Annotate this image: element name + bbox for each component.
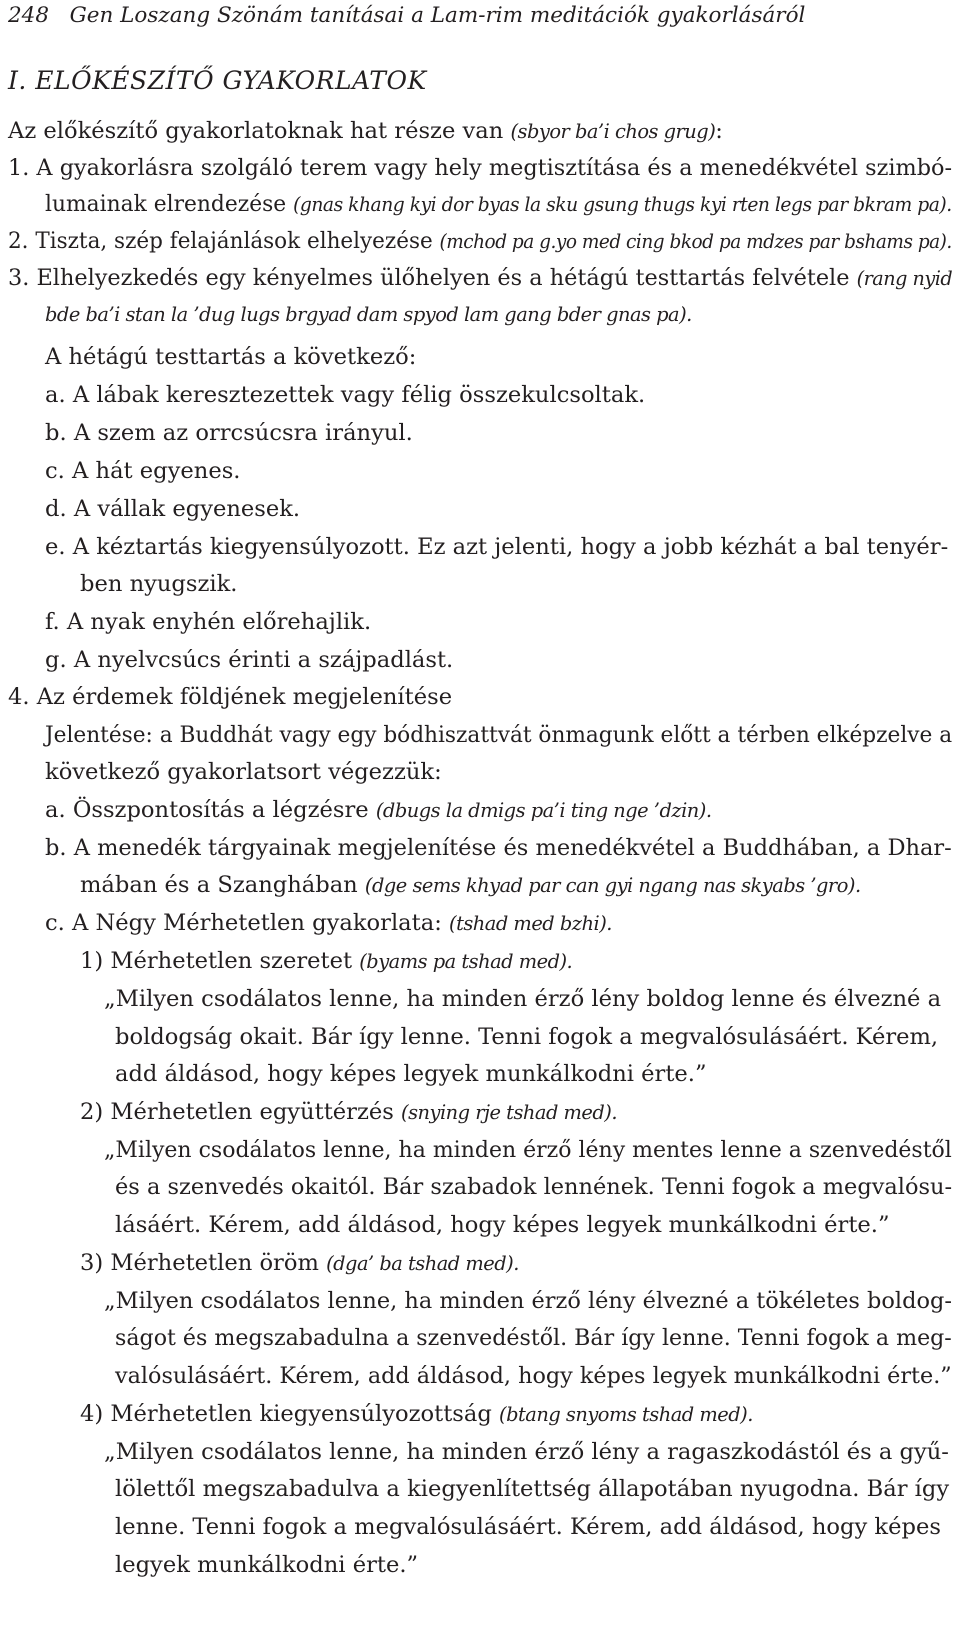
posture-a: a. A lábak keresztezettek vagy félig összekulcsoltak. (45, 382, 646, 408)
running-header (8, 1, 805, 31)
immeasurable-1-quote-line-1: „Milyen csodálatos lenne, ha minden érző lény boldog lenne és élvezné a (104, 986, 942, 1012)
immeasurable-3-quote-line-1: „Milyen csodálatos lenne, ha minden érző lény élvezné a tökéletes boldog- (104, 1288, 952, 1314)
immeasurable-4-title: 4) Mérhetetlen kiegyensúlyozottság (btang snyoms tshad med). (80, 1401, 753, 1427)
posture-c: c. A hát egyenes. (45, 458, 241, 484)
item-1-line-2: lumainak elrendezése (gnas khang kyi dor byas la sku gsung thugs kyi rten legs par bkram pa). (45, 191, 952, 217)
item-4-c: c. A Négy Mérhetetlen gyakorlata: (tshad med bzhi). (45, 910, 612, 936)
immeasurable-3-quote-line-2: ságot és megszabadulna a szenvedéstől. Bár így lenne. Tenni fogok a meg- (115, 1325, 952, 1351)
posture-d: d. A vállak egyenesek. (45, 496, 301, 522)
item-3-tibetan-cont: bde ba’i stan la ’dug lugs brgyad dam spyod lam gang bder gnas pa). (45, 303, 692, 326)
posture-f: f. A nyak enyhén előrehajlik. (45, 609, 372, 635)
immeasurable-1-title: 1) Mérhetetlen szeretet (byams pa tshad med). (80, 948, 573, 974)
posture-e-line-2: ben nyugszik. (80, 571, 238, 597)
intro-tibetan: (sbyor ba’i chos grug) (510, 120, 716, 143)
posture-intro: A hétágú testtartás a következő: (45, 344, 417, 370)
item-3-line-1: 3. Elhelyezkedés egy kényelmes ülőhelyen és a hétágú testtartás felvétele (rang nyid (8, 265, 953, 291)
immeasurable-1-quote-line-3: add áldásod, hogy képes legyek munkálkodni érte.” (115, 1061, 707, 1087)
immeasurable-2-quote-line-2: és a szenvedés okaitól. Bár szabadok lennének. Tenni fogok a megvalósu- (115, 1174, 953, 1200)
item-3-tibetan-start: (rang nyid (856, 267, 953, 290)
item-4-a-tibetan: (dbugs la dmigs pa’i ting nge ’dzin). (375, 799, 712, 822)
posture-g: g. A nyelvcsúcs érinti a szájpadlást. (45, 647, 454, 673)
intro-tail: : (715, 118, 723, 144)
posture-e-line-1: e. A kéztartás kiegyensúlyozott. Ez azt jelenti, hogy a jobb kézhát a bal tenyér- (45, 534, 949, 560)
immeasurable-4-quote-line-3: lenne. Tenni fogok a megvalósulásáért. Kérem, add áldásod, hogy képes (115, 1514, 941, 1540)
item-1-line-1: 1. A gyakorlásra szolgáló terem vagy hely megtisztítása és a menedékvétel szimbó- (8, 155, 953, 181)
page-number: 248 (8, 3, 50, 28)
immeasurable-4-quote-line-4: legyek munkálkodni érte.” (115, 1552, 419, 1578)
immeasurable-4-quote-line-2: lölettől megszabadulva a kiegyenlítettség állapotában nyugodna. Bár így (115, 1476, 950, 1502)
item-4-meaning-line-2: következő gyakorlatsort végezzük: (45, 759, 442, 785)
item-1-tibetan: (gnas khang kyi dor byas la sku gsung thugs kyi rten legs par bkram pa). (293, 193, 952, 216)
item-4-meaning-line-1: Jelentése: a Buddhát vagy egy bódhiszattvát önmagunk előtt a térben elképzelve a (45, 722, 953, 748)
immeasurable-4-quote-line-1: „Milyen csodálatos lenne, ha minden érző lény a ragaszkodástól és a gyű- (104, 1439, 949, 1465)
intro-paragraph (8, 116, 723, 147)
item-4-a: a. Összpontosítás a légzésre (dbugs la dmigs pa’i ting nge ’dzin). (45, 797, 712, 823)
immeasurable-2-title: 2) Mérhetetlen együttérzés (snying rje tshad med). (80, 1099, 618, 1125)
immeasurable-2-quote-line-3: lásáért. Kérem, add áldásod, hogy képes legyek munkálkodni érte.” (115, 1212, 890, 1238)
intro-text: Az előkészítő gyakorlatoknak hat része van (8, 118, 511, 144)
immeasurable-3-title: 3) Mérhetetlen öröm (dga’ ba tshad med). (80, 1250, 519, 1276)
immeasurable-2-quote-line-1: „Milyen csodálatos lenne, ha minden érző lény mentes lenne a szenvedéstől (104, 1137, 952, 1163)
running-title: Gen Loszang Szönám tanításai a Lam-rim meditációk gyakorlásáról (69, 3, 806, 28)
section-title: I. ELŐKÉSZÍTŐ GYAKORLATOK (8, 66, 427, 95)
item-4-b-tibetan: (dge sems khyad par can gyi ngang nas skyabs ’gro). (364, 874, 861, 897)
item-4-b-line-1: b. A menedék tárgyainak megjelenítése és menedékvétel a Buddhában, a Dhar- (45, 835, 952, 861)
item-4-b-line-2: mában és a Szanghában (dge sems khyad par can gyi ngang nas skyabs ’gro). (80, 872, 861, 898)
immeasurable-1-quote-line-2: boldogság okait. Bár így lenne. Tenni fogok a megvalósulásáért. Kérem, (115, 1024, 939, 1050)
posture-b: b. A szem az orrcsúcsra irányul. (45, 420, 413, 446)
immeasurable-3-quote-line-3: valósulásáért. Kérem, add áldásod, hogy képes legyek munkálkodni érte.” (115, 1363, 952, 1389)
item-2-tibetan: (mchod pa g.yo med cing bkod pa mdzes par bshams pa). (439, 230, 952, 253)
item-4-title: 4. Az érdemek földjének megjelenítése (8, 684, 453, 710)
item-4-c-tibetan: (tshad med bzhi). (449, 912, 612, 935)
item-2: 2. Tiszta, szép felajánlások elhelyezése (mchod pa g.yo med cing bkod pa mdzes par bshams pa). (8, 228, 952, 254)
